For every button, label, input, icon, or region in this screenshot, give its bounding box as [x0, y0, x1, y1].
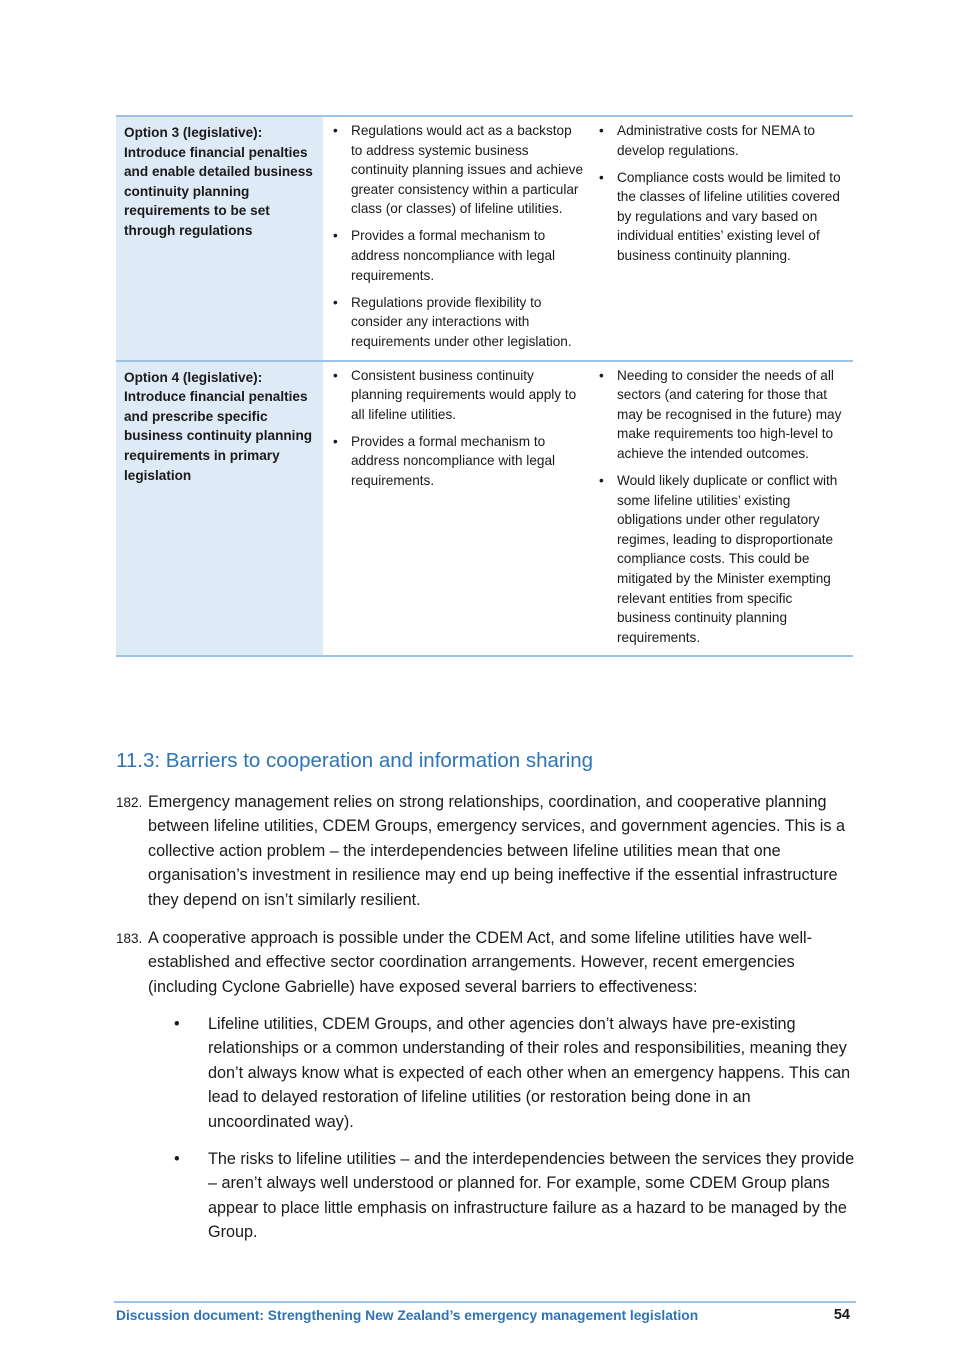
benefits-cell — [323, 116, 589, 361]
paragraph-text: A cooperative approach is possible under the CDEM Act, and some lifeline utilities have well-established and effective sector coordination arrangements. However, recent emergencies (including Cyclone Gabrielle) have exposed several barriers to effectiveness: — [148, 929, 813, 996]
barriers-bullet-list — [172, 1012, 856, 1258]
costs-cell — [589, 116, 853, 361]
list-item: • Consistent business continuity planning requirements would apply to all lifeline utilities. — [331, 366, 583, 425]
costs-list — [597, 121, 847, 266]
list-item: • Provides a formal mechanism to address noncompliance with legal requirements. — [331, 432, 583, 491]
list-item: • Administrative costs for NEMA to develop regulations. — [597, 121, 847, 160]
paragraph-183 — [116, 926, 856, 999]
page-number: 54 — [833, 1307, 850, 1323]
costs-list — [597, 366, 847, 648]
paragraph-text: Emergency management relies on strong relationships, coordination, and cooperative planning between lifeline utilities, CDEM Groups, emergency services, and government agencies. This is a collective action problem – the interdependencies between lifeline utilities mean that one organisation’s investment in resilience may end up being ineffective if the essential infrastructure they depend on isn’t similarly resilient. — [148, 793, 845, 909]
table-row-option-4 — [116, 361, 853, 657]
costs-cell — [589, 361, 853, 657]
list-item: • Regulations would act as a backstop to address systemic business continuity planning issues and achieve greater consistency within a particular class (or classes) of lifeline utilities. — [331, 121, 583, 219]
list-item: • Provides a formal mechanism to address noncompliance with legal requirements. — [331, 226, 583, 285]
option-cell: Option 4 (legislative): Introduce financial penalties and prescribe specific business continuity planning requirements in primary legislation — [116, 361, 323, 657]
footer-divider — [114, 1301, 856, 1303]
paragraph-182 — [116, 790, 856, 912]
list-item: • The risks to lifeline utilities – and the interdependencies between the services they provide – aren’t always well understood or planned for. For example, some CDEM Group plans appear to place little emphasis on infrastructure failure as a hazard to be managed by the Group. — [172, 1147, 856, 1245]
benefits-list — [331, 121, 583, 352]
list-item: • Lifeline utilities, CDEM Groups, and other agencies don’t always have pre-existing relationships or a common understanding of their roles and responsibilities, meaning they don’t always know what is expected of each other when an emergency happens. This can lead to delayed restoration of lifeline utilities (or restoration being done in an uncoordinated way). — [172, 1012, 856, 1134]
paragraph-number: 183. — [116, 931, 143, 946]
table-row-option-3 — [116, 116, 853, 361]
benefits-list — [331, 366, 583, 491]
section-heading: 11.3: Barriers to cooperation and information sharing — [116, 749, 594, 772]
options-table — [116, 115, 853, 657]
list-item: • Regulations provide flexibility to consider any interactions with requirements under other legislation. — [331, 293, 583, 352]
paragraph-number: 182. — [116, 795, 143, 810]
footer-document-title: Discussion document: Strengthening New Zealand’s emergency management legislation — [116, 1308, 699, 1323]
list-item: • Would likely duplicate or conflict with some lifeline utilities’ existing obligations under other regulatory regimes, leading to disproportionate compliance costs. This could be mitigated by the Minister exempting relevant entities from specific business continuity planning requirements. — [597, 471, 847, 647]
list-item: • Compliance costs would be limited to the classes of lifeline utilities covered by regulations and vary based on individual entities’ existing level of business continuity planning. — [597, 168, 847, 266]
list-item: • Needing to consider the needs of all sectors (and catering for those that may be recognised in the future) may make requirements too high-level to achieve the intended outcomes. — [597, 366, 847, 464]
option-cell: Option 3 (legislative): Introduce financial penalties and enable detailed business continuity planning requirements to be set through regulations — [116, 116, 323, 361]
benefits-cell — [323, 361, 589, 657]
